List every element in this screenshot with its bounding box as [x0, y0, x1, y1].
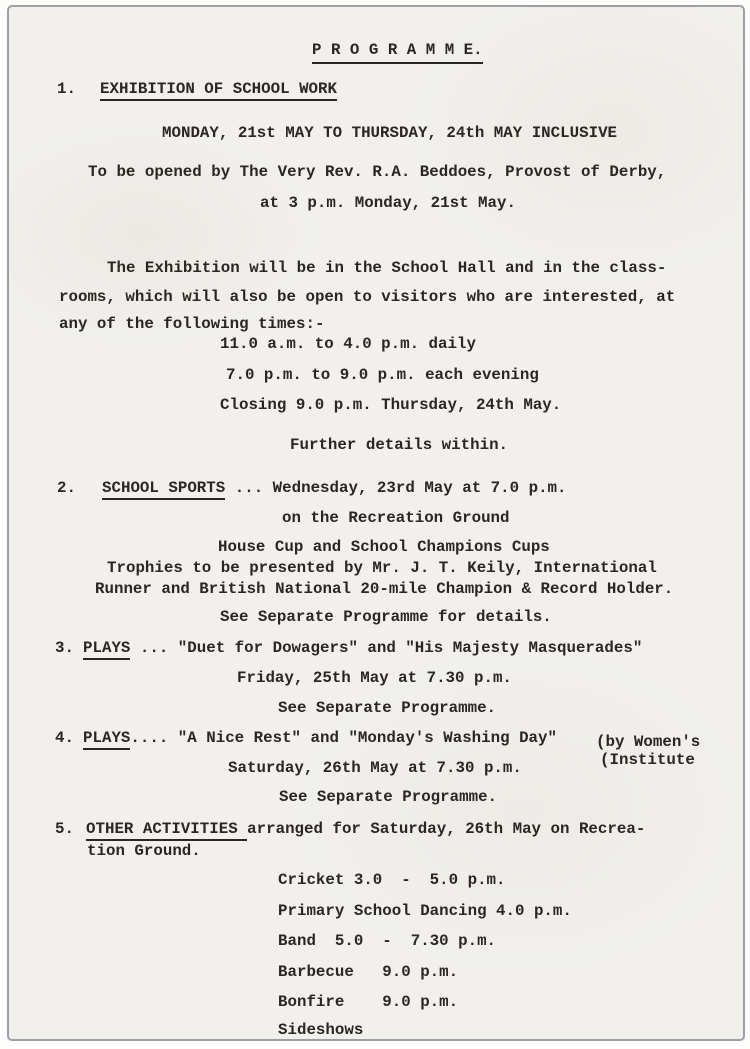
- exhibition-paragraph-line-1: The Exhibition will be in the School Hall and in the class-: [107, 259, 667, 277]
- activity-cricket: Cricket 3.0 - 5.0 p.m.: [278, 871, 506, 889]
- section-3-heading: PLAYS: [83, 639, 130, 660]
- section-3-heading-rest: ... "Duet for Dowagers" and "His Majesty Masquerades": [130, 639, 643, 657]
- exhibition-dates: MONDAY, 21st MAY TO THURSDAY, 24th MAY INCLUSIVE: [162, 124, 618, 142]
- section-5-heading: OTHER ACTIVITIES: [86, 820, 247, 841]
- exhibition-paragraph-line-2: rooms, which will also be open to visitors who are interested, at: [59, 288, 676, 306]
- section-2-heading: SCHOOL SPORTS: [102, 479, 225, 500]
- section-5-heading-line: [86, 822, 645, 838]
- section-1-number: 1.: [57, 80, 76, 98]
- page-title-text: P R O G R A M M E.: [312, 41, 483, 64]
- further-details-line: Further details within.: [290, 436, 509, 454]
- section-4-number: 4.: [55, 729, 74, 747]
- activity-primary-school-dancing: Primary School Dancing 4.0 p.m.: [278, 902, 572, 920]
- sports-cups-line-3: Runner and British National 20-mile Champion & Record Holder.: [95, 580, 674, 598]
- sports-cups-line-2: Trophies to be presented by Mr. J. T. Keily, International: [107, 559, 657, 577]
- activity-band: Band 5.0 - 7.30 p.m.: [278, 932, 497, 950]
- womens-institute-annotation-1: (by Women's: [596, 733, 701, 751]
- section-5-continuation-line: tion Ground.: [87, 842, 201, 860]
- activity-barbecue: Barbecue 9.0 p.m.: [278, 963, 459, 981]
- section-4-heading-line: [83, 731, 557, 747]
- section-2-number: 2.: [57, 479, 76, 497]
- section-5-heading-rest: arranged for Saturday, 26th May on Recrea-: [247, 820, 646, 838]
- plays-2-see-programme-line: See Separate Programme.: [279, 788, 498, 806]
- exhibition-times-2: 7.0 p.m. to 9.0 p.m. each evening: [226, 366, 539, 384]
- sports-cups-line-1: House Cup and School Champions Cups: [218, 538, 550, 556]
- section-1-heading: EXHIBITION OF SCHOOL WORK: [100, 82, 337, 98]
- exhibition-paragraph-line-3: any of the following times:-: [59, 315, 325, 333]
- section-4-heading-rest: .... "A Nice Rest" and "Monday's Washing Day": [130, 729, 557, 747]
- womens-institute-annotation-2: (Institute: [600, 751, 695, 769]
- sports-see-programme-line: See Separate Programme for details.: [220, 608, 552, 626]
- section-2-heading-line: [102, 481, 567, 497]
- activity-sideshows: Sideshows: [278, 1021, 364, 1039]
- plays-1-date-line: Friday, 25th May at 7.30 p.m.: [237, 669, 512, 687]
- section-3-number: 3.: [55, 639, 74, 657]
- section-5-number: 5.: [55, 820, 74, 838]
- section-2-heading-rest: ... Wednesday, 23rd May at 7.0 p.m.: [225, 479, 567, 497]
- plays-1-see-programme-line: See Separate Programme.: [278, 699, 497, 717]
- opened-at-line: at 3 p.m. Monday, 21st May.: [260, 194, 516, 212]
- plays-2-date-line: Saturday, 26th May at 7.30 p.m.: [228, 759, 522, 777]
- exhibition-times-3: Closing 9.0 p.m. Thursday, 24th May.: [220, 396, 562, 414]
- opened-by-line: To be opened by The Very Rev. R.A. Beddoes, Provost of Derby,: [88, 163, 667, 181]
- sports-venue-line: on the Recreation Ground: [282, 509, 510, 527]
- activity-bonfire: Bonfire 9.0 p.m.: [278, 993, 459, 1011]
- section-3-heading-line: [83, 641, 642, 657]
- exhibition-times-1: 11.0 a.m. to 4.0 p.m. daily: [220, 335, 476, 353]
- section-4-heading: PLAYS: [83, 729, 130, 750]
- page-title: [312, 43, 483, 59]
